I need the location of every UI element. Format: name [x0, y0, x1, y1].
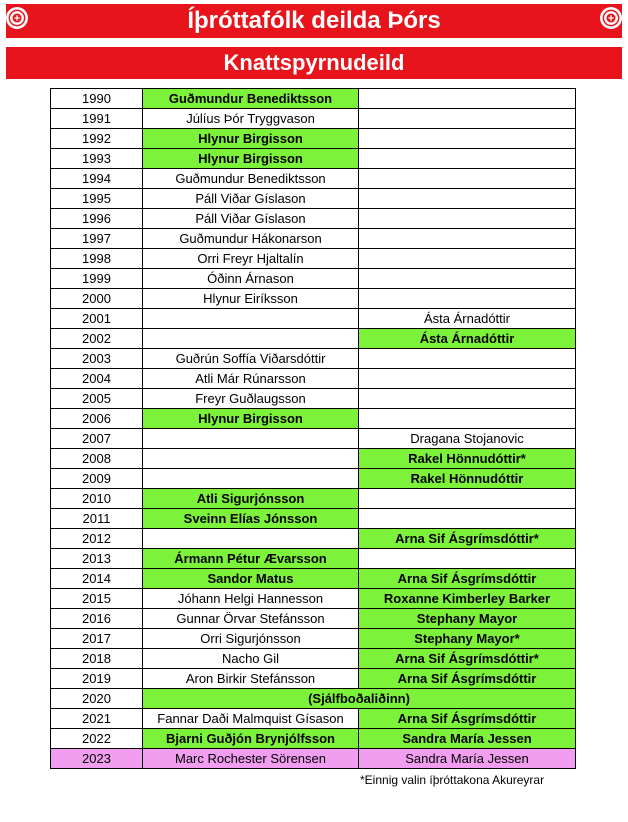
year-cell: 2015 [51, 589, 143, 609]
table-row [51, 529, 576, 549]
year-cell: 2023 [51, 749, 143, 769]
awards-table-body [51, 89, 576, 769]
boy-cell: Hlynur Eiríksson [143, 289, 359, 309]
table-row [51, 549, 576, 569]
boy-cell: Atli Sigurjónsson [143, 489, 359, 509]
girl-cell [359, 369, 576, 389]
table-row [51, 369, 576, 389]
boy-cell [143, 449, 359, 469]
year-cell: 1997 [51, 229, 143, 249]
year-cell: 2012 [51, 529, 143, 549]
year-cell: 2018 [51, 649, 143, 669]
girl-cell: Rakel Hönnudóttir* [359, 449, 576, 469]
girl-cell: Arna Sif Ásgrímsdóttir [359, 569, 576, 589]
year-cell: 1991 [51, 109, 143, 129]
girl-cell [359, 489, 576, 509]
boy-cell [143, 429, 359, 449]
girl-cell: Roxanne Kimberley Barker [359, 589, 576, 609]
year-cell: 1996 [51, 209, 143, 229]
boy-cell: Júlíus Þór Tryggvason [143, 109, 359, 129]
year-cell: 2002 [51, 329, 143, 349]
year-cell: 2005 [51, 389, 143, 409]
table-row [51, 689, 576, 709]
girl-cell [359, 129, 576, 149]
table-row [51, 429, 576, 449]
boy-cell: Guðmundur Benediktsson [143, 89, 359, 109]
year-cell: 2011 [51, 509, 143, 529]
table-row [51, 589, 576, 609]
boy-cell: Gunnar Örvar Stefánsson [143, 609, 359, 629]
club-logo-right [600, 7, 622, 29]
year-cell: 2010 [51, 489, 143, 509]
table-row [51, 329, 576, 349]
girl-cell: Sandra María Jessen [359, 729, 576, 749]
club-crest-icon [602, 9, 620, 27]
table-row [51, 469, 576, 489]
table-row [51, 89, 576, 109]
year-cell: 2008 [51, 449, 143, 469]
table-row [51, 509, 576, 529]
boy-cell: Óðinn Árnason [143, 269, 359, 289]
table-row [51, 209, 576, 229]
boy-cell: Sandor Matus [143, 569, 359, 589]
table-row [51, 229, 576, 249]
year-cell: 2013 [51, 549, 143, 569]
girl-cell [359, 409, 576, 429]
table-row [51, 449, 576, 469]
girl-cell [359, 249, 576, 269]
girl-cell: Arna Sif Ásgrímsdóttir* [359, 649, 576, 669]
club-logo-left [6, 7, 28, 29]
girl-cell [359, 149, 576, 169]
table-row [51, 169, 576, 189]
year-cell: 2000 [51, 289, 143, 309]
girl-cell: Arna Sif Ásgrímsdóttir [359, 709, 576, 729]
boy-cell: Bjarni Guðjón Brynjólfsson [143, 729, 359, 749]
girl-cell [359, 509, 576, 529]
boy-cell: Páll Viðar Gíslason [143, 189, 359, 209]
girl-cell: Arna Sif Ásgrímsdóttir* [359, 529, 576, 549]
awards-table [50, 88, 576, 769]
boy-cell: Jóhann Helgi Hannesson [143, 589, 359, 609]
subtitle-banner [6, 47, 622, 79]
year-cell: 2014 [51, 569, 143, 589]
table-row [51, 609, 576, 629]
year-cell: 1999 [51, 269, 143, 289]
table-row [51, 109, 576, 129]
table-row [51, 729, 576, 749]
girl-cell: Ásta Árnadóttir [359, 329, 576, 349]
girl-cell: Stephany Mayor* [359, 629, 576, 649]
table-row [51, 709, 576, 729]
table-row [51, 249, 576, 269]
boy-cell: Hlynur Birgisson [143, 409, 359, 429]
table-row [51, 629, 576, 649]
year-cell: 2006 [51, 409, 143, 429]
year-cell: 2017 [51, 629, 143, 649]
year-cell: 2007 [51, 429, 143, 449]
club-crest-icon [8, 9, 26, 27]
girl-cell [359, 169, 576, 189]
year-cell: 1994 [51, 169, 143, 189]
table-row [51, 389, 576, 409]
boy-cell: Orri Freyr Hjaltalín [143, 249, 359, 269]
girl-cell [359, 549, 576, 569]
boy-cell: Aron Birkir Stefánsson [143, 669, 359, 689]
title-banner [6, 4, 622, 38]
year-cell: 2016 [51, 609, 143, 629]
girl-cell [359, 109, 576, 129]
boy-cell [143, 309, 359, 329]
boy-cell: Guðrún Soffía Viðarsdóttir [143, 349, 359, 369]
table-row [51, 569, 576, 589]
girl-cell: Rakel Hönnudóttir [359, 469, 576, 489]
girl-cell: Dragana Stojanovic [359, 429, 576, 449]
girl-cell [359, 89, 576, 109]
table-row [51, 349, 576, 369]
boy-cell: Guðmundur Hákonarson [143, 229, 359, 249]
table-row [51, 269, 576, 289]
footnote: *Einnig valin íþróttakona Akureyrar [360, 773, 545, 787]
girl-cell [359, 269, 576, 289]
table-row [51, 129, 576, 149]
boy-cell: Atli Már Rúnarsson [143, 369, 359, 389]
boy-cell: Nacho Gil [143, 649, 359, 669]
boy-cell: Hlynur Birgisson [143, 129, 359, 149]
year-cell: 2021 [51, 709, 143, 729]
girl-cell [359, 229, 576, 249]
table-row [51, 409, 576, 429]
year-cell: 1990 [51, 89, 143, 109]
boy-cell: Páll Viðar Gíslason [143, 209, 359, 229]
table-row [51, 189, 576, 209]
year-cell: 2001 [51, 309, 143, 329]
girl-cell [359, 209, 576, 229]
boy-cell: Sveinn Elías Jónsson [143, 509, 359, 529]
boy-cell: Guðmundur Benediktsson [143, 169, 359, 189]
year-cell: 2004 [51, 369, 143, 389]
girl-cell [359, 189, 576, 209]
boy-cell [143, 469, 359, 489]
table-row [51, 149, 576, 169]
page-subtitle: Knattspyrnudeild [223, 50, 405, 75]
table-row [51, 489, 576, 509]
year-cell: 1995 [51, 189, 143, 209]
girl-cell: Ásta Árnadóttir [359, 309, 576, 329]
boy-cell [143, 529, 359, 549]
girl-cell: Sandra María Jessen [359, 749, 576, 769]
boy-cell: Fannar Daði Malmquist Gísason [143, 709, 359, 729]
girl-cell [359, 349, 576, 369]
table-row [51, 309, 576, 329]
table-row [51, 749, 576, 769]
year-cell: 1998 [51, 249, 143, 269]
merged-cell: (Sjálfboðaliðinn) [143, 689, 576, 709]
boy-cell [143, 329, 359, 349]
year-cell: 2020 [51, 689, 143, 709]
boy-cell: Freyr Guðlaugsson [143, 389, 359, 409]
girl-cell [359, 289, 576, 309]
boy-cell: Orri Sigurjónsson [143, 629, 359, 649]
year-cell: 2003 [51, 349, 143, 369]
year-cell: 2009 [51, 469, 143, 489]
table-row [51, 669, 576, 689]
year-cell: 2019 [51, 669, 143, 689]
girl-cell: Stephany Mayor [359, 609, 576, 629]
girl-cell: Arna Sif Ásgrímsdóttir [359, 669, 576, 689]
table-row [51, 649, 576, 669]
boy-cell: Ármann Pétur Ævarsson [143, 549, 359, 569]
year-cell: 1992 [51, 129, 143, 149]
girl-cell [359, 389, 576, 409]
page-title: Íþróttafólk deilda Þórs [187, 7, 441, 34]
table-row [51, 289, 576, 309]
boy-cell: Marc Rochester Sörensen [143, 749, 359, 769]
boy-cell: Hlynur Birgisson [143, 149, 359, 169]
year-cell: 1993 [51, 149, 143, 169]
year-cell: 2022 [51, 729, 143, 749]
